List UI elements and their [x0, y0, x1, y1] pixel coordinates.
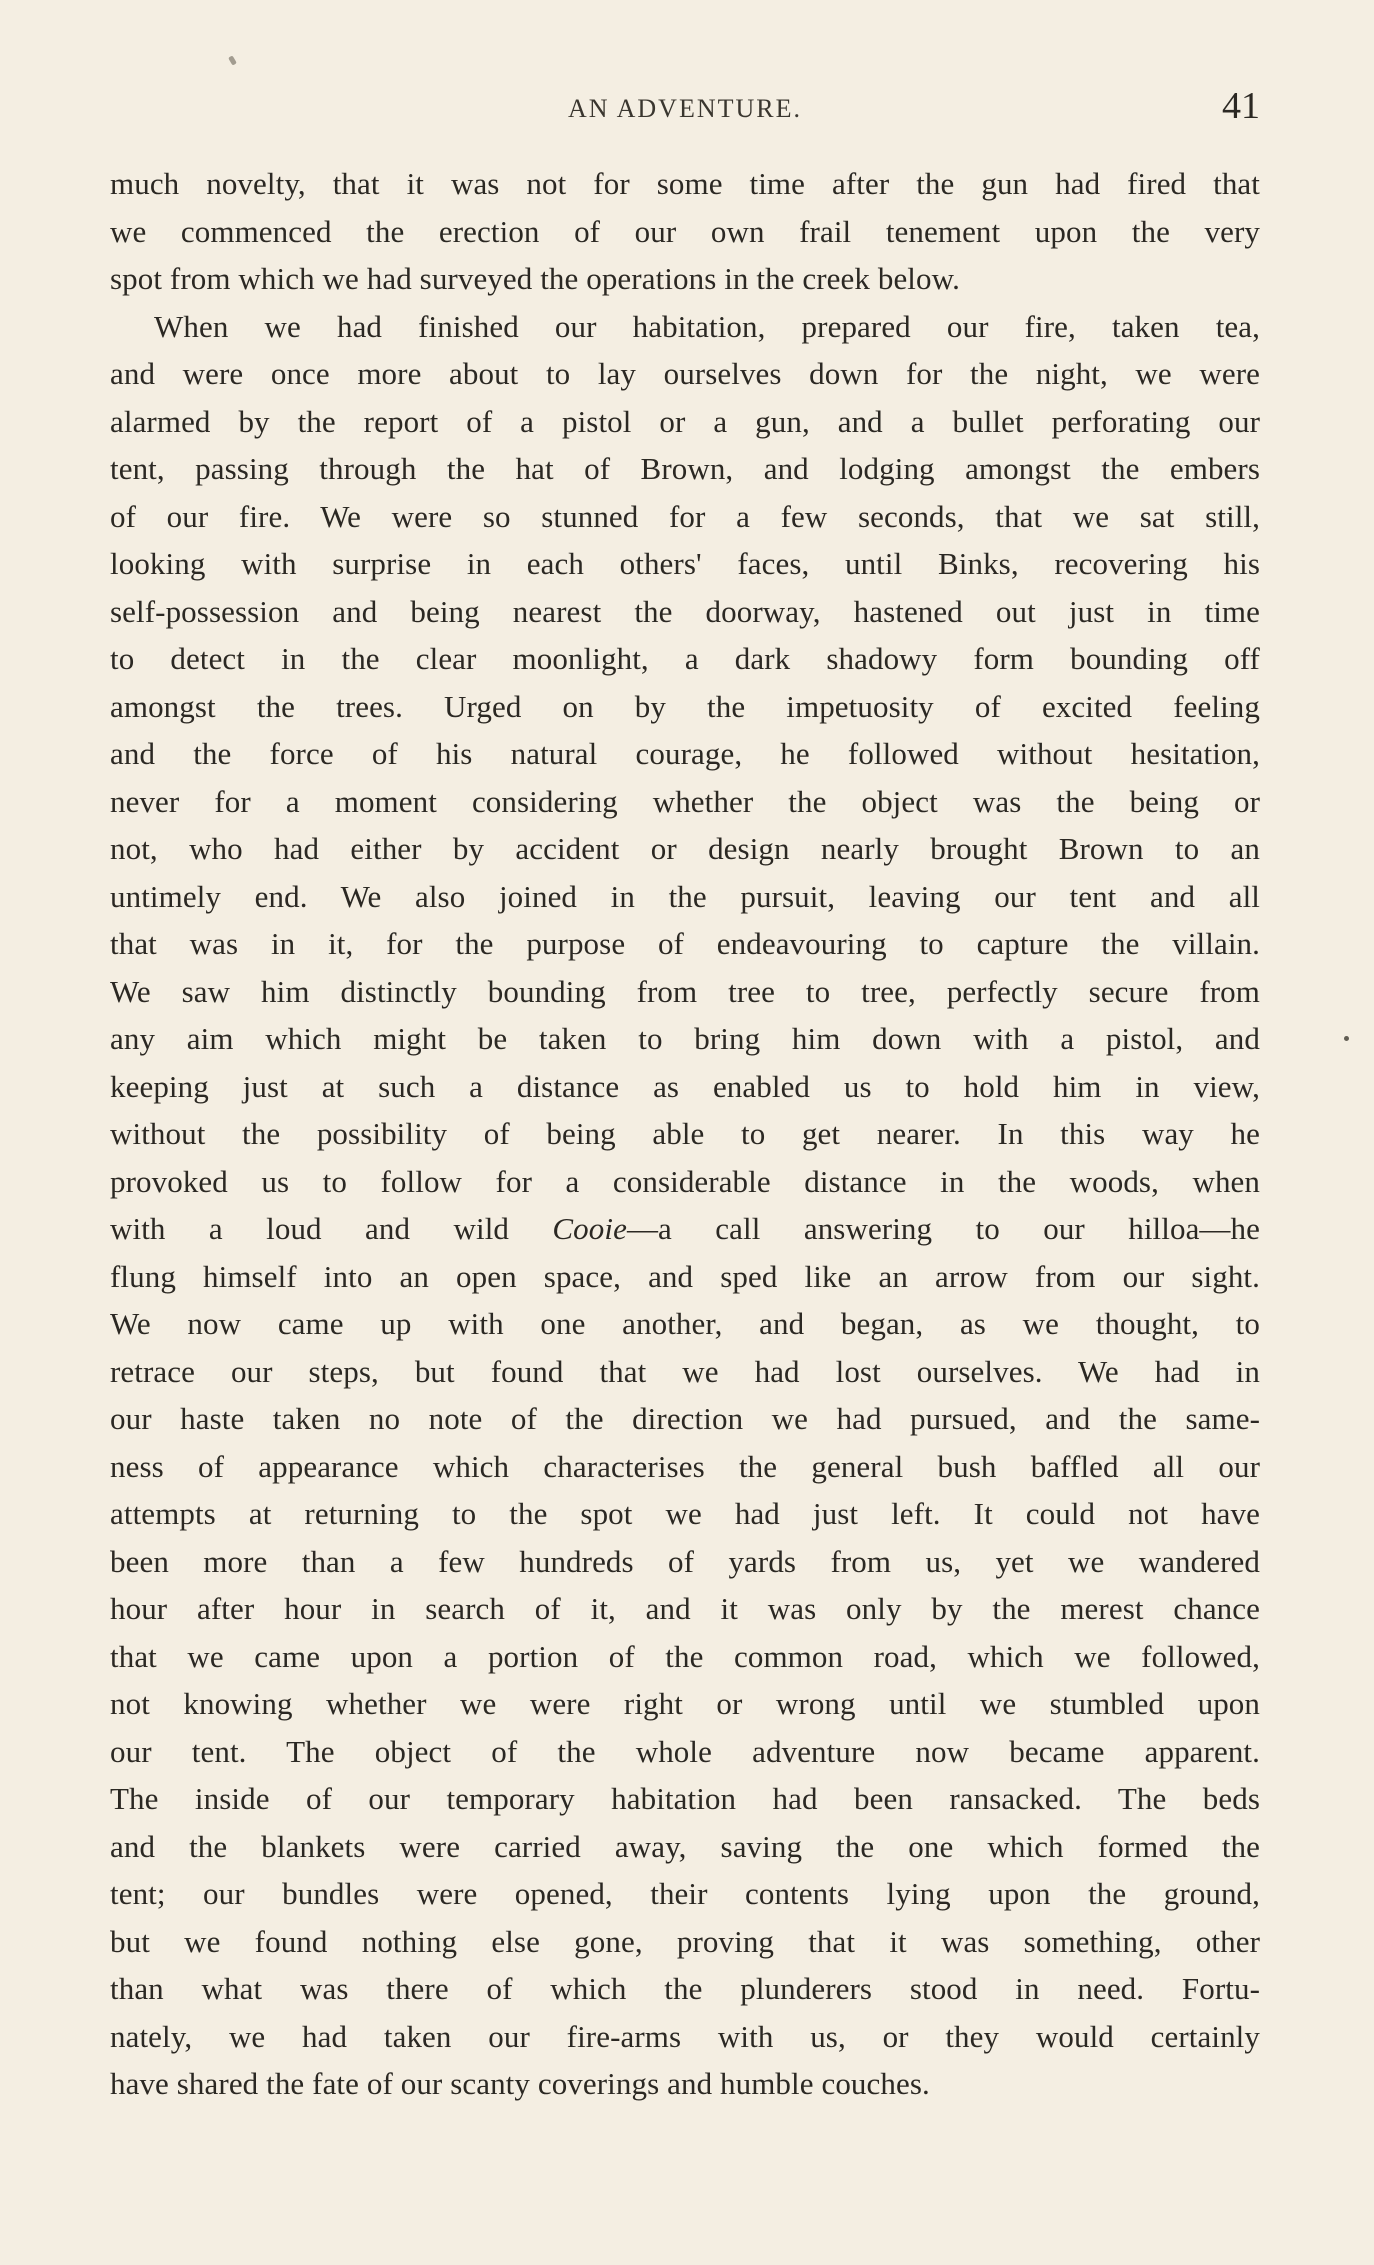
text-line: spot from which we had surveyed the operations in the creek below.	[110, 261, 960, 296]
text-line: than what was there of which the plunderers stood in need. Fortu-	[110, 1971, 1260, 2006]
text-line: tent; our bundles were opened, their contents lying upon the ground,	[110, 1876, 1260, 1911]
page-header	[110, 84, 1260, 134]
text-line: provoked us to follow for a considerable distance in the woods, when	[110, 1163, 1260, 1199]
text-line: tent, passing through the hat of Brown, and lodging amongst the embers	[110, 451, 1260, 486]
text-line: our haste taken no note of the direction we had pursued, and the same-	[110, 1401, 1260, 1436]
text-line: We saw him distinctly bounding from tree to tree, perfectly secure from	[110, 973, 1260, 1009]
text-line: The inside of our temporary habitation had been ransacked. The beds	[110, 1781, 1260, 1816]
text-line: and the blankets were carried away, saving the one which formed the	[110, 1828, 1260, 1864]
text-line: retrace our steps, but found that we had lost ourselves. We had in	[110, 1353, 1260, 1389]
text-line: to detect in the clear moonlight, a dark shadowy form bounding off	[110, 641, 1260, 676]
italic-word: Cooie	[552, 1211, 627, 1246]
text-line: looking with surprise in each others' faces, until Binks, recovering his	[110, 546, 1260, 581]
text-line: of our fire. We were so stunned for a few seconds, that we sat still,	[110, 498, 1260, 534]
ink-dot	[1344, 1036, 1349, 1041]
text-line: we commenced the erection of our own frail tenement upon the very	[110, 213, 1260, 249]
text-line: flung himself into an open space, and sped like an arrow from our sight.	[110, 1258, 1260, 1294]
ink-speck	[228, 55, 237, 65]
text-line: alarmed by the report of a pistol or a gun, and a bullet perforating our	[110, 403, 1260, 439]
page-number: 41	[1222, 85, 1260, 127]
text-line: self-possession and being nearest the doorway, hastened out just in time	[110, 593, 1260, 629]
text-fragment: with a loud and wild	[110, 1211, 553, 1246]
text-line: much novelty, that it was not for some time after the gun had fired that	[110, 166, 1260, 201]
running-head: AN ADVENTURE.	[568, 94, 802, 123]
text-line: have shared the fate of our scanty coverings and humble couches.	[110, 2066, 930, 2101]
text-line: not knowing whether we were right or wrong until we stumbled upon	[110, 1686, 1260, 1721]
text-line: been more than a few hundreds of yards from us, yet we wandered	[110, 1543, 1260, 1579]
text-line: nately, we had taken our fire-arms with us, or they would certainly	[110, 2018, 1260, 2054]
text-line: that was in it, for the purpose of endeavouring to capture the villain.	[110, 926, 1260, 961]
text-line: ness of appearance which characterises the general bush baffled all our	[110, 1448, 1260, 1484]
text-line: that we came upon a portion of the common road, which we followed,	[110, 1638, 1260, 1674]
text-fragment: —a call answering to our hilloa—he	[626, 1211, 1260, 1246]
text-line: attempts at returning to the spot we had just left. It could not have	[110, 1496, 1260, 1531]
text-line: When we had finished our habitation, prepared our fire, taken tea,	[154, 308, 1260, 344]
text-line: without the possibility of being able to get nearer. In this way he	[110, 1116, 1260, 1151]
text-line: and the force of his natural courage, he followed without hesitation,	[110, 736, 1260, 771]
text-line: but we found nothing else gone, proving that it was something, other	[110, 1923, 1260, 1959]
text-line: and were once more about to lay ourselves down for the night, we were	[110, 356, 1260, 391]
text-line: any aim which might be taken to bring him down with a pistol, and	[110, 1021, 1260, 1056]
text-line: amongst the trees. Urged on by the impetuosity of excited feeling	[110, 688, 1260, 724]
body-text	[110, 160, 1260, 2108]
text-line: not, who had either by accident or design nearly brought Brown to an	[110, 831, 1260, 866]
text-line: keeping just at such a distance as enabled us to hold him in view,	[110, 1068, 1260, 1104]
text-line: hour after hour in search of it, and it was only by the merest chance	[110, 1591, 1260, 1626]
text-line	[110, 1205, 1260, 1253]
text-line: untimely end. We also joined in the pursuit, leaving our tent and all	[110, 878, 1260, 914]
text-line: We now came up with one another, and began, as we thought, to	[110, 1306, 1260, 1341]
text-line: our tent. The object of the whole adventure now became apparent.	[110, 1733, 1260, 1769]
text-line: never for a moment considering whether the object was the being or	[110, 783, 1260, 819]
